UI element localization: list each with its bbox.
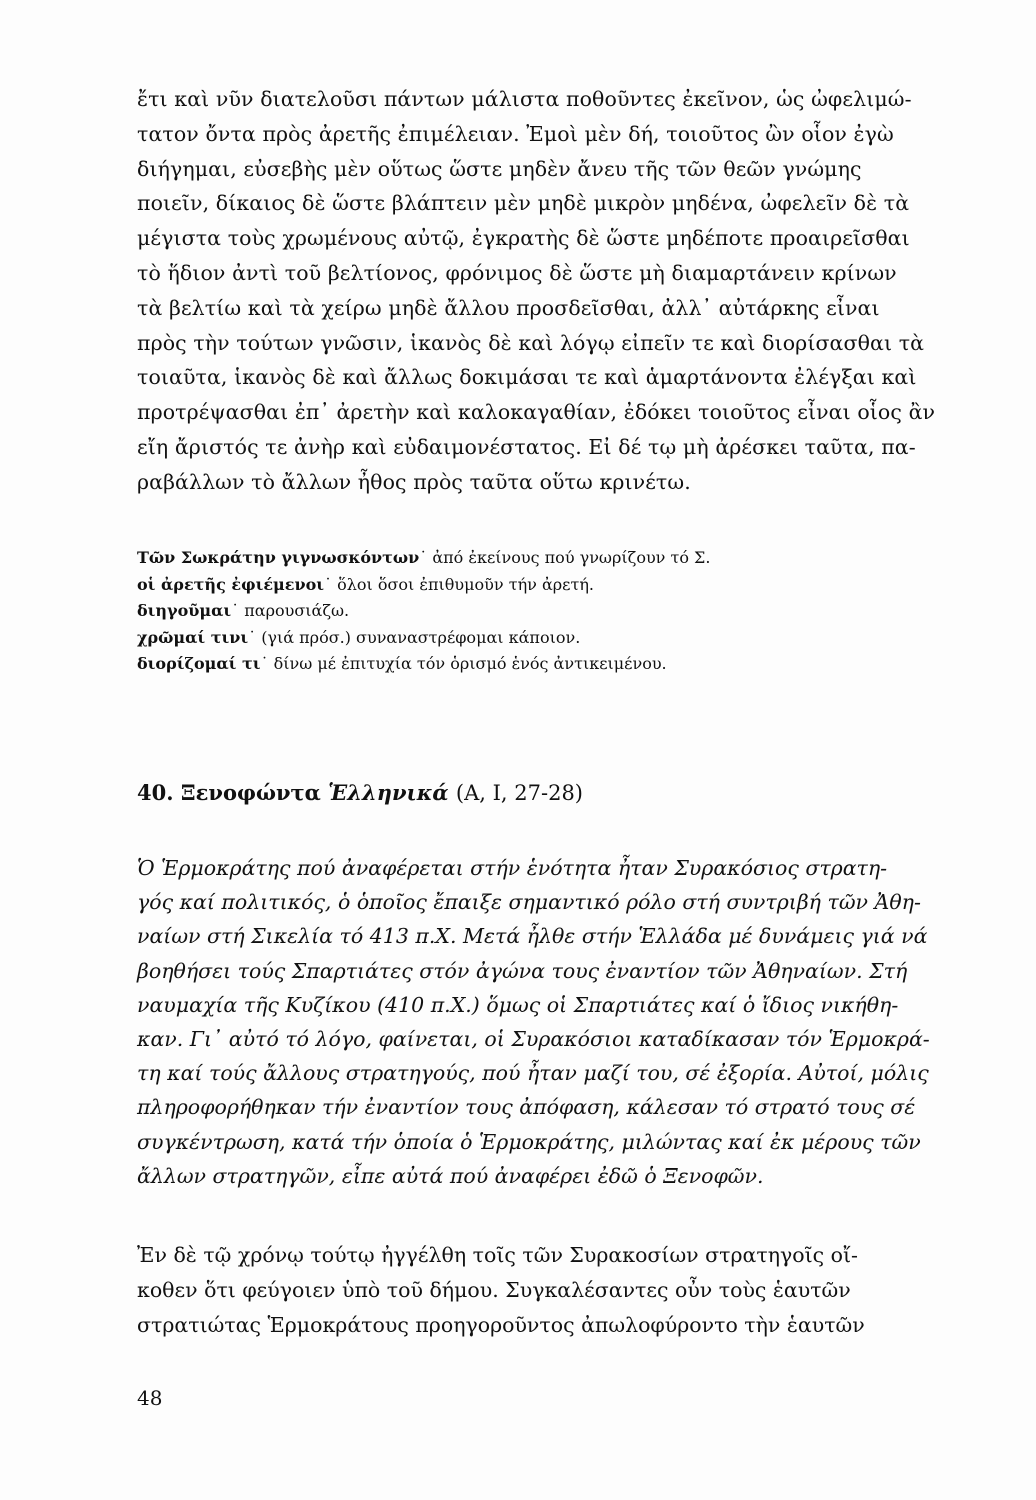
text-line: τοιαῦτα, ἱκανὸς δὲ καὶ ἄλλως δοκιμάσαι τε καὶ ἁμαρτάνοντα ἐλέγξαι καὶ: [137, 365, 917, 390]
introduction-paragraph: [137, 851, 967, 1193]
vocabulary-glossary: [137, 545, 967, 678]
text-line: συγκέντρωση, κατά τήν ὁποία ὁ Ἑρμοκράτης, μιλώντας καί ἐκ μέρους τῶν: [137, 1129, 921, 1154]
glossary-entry: [137, 651, 967, 678]
section-work-title: Ἑλληνικά: [328, 780, 449, 805]
text-line: στρατιώτας Ἑρμοκράτους προηγοροῦντος ἀπωλοφύροντο τὴν ἑαυτῶν: [137, 1313, 865, 1337]
section-author: Ξενοφώντα: [180, 780, 321, 805]
glossary-term: Τῶν Σωκράτην γιγνωσκόντων: [137, 548, 420, 567]
text-line: ναίων στή Σικελία τό 413 π.Χ. Μετά ἦλθε στήν Ἑλλάδα μέ δυνάμεις γιά νά: [137, 924, 928, 949]
glossary-entry: [137, 598, 967, 625]
glossary-definition: δίνω μέ ἐπιτυχία τόν ὁρισμό ἑνός ἀντικειμένου.: [273, 654, 667, 673]
glossary-separator: ˙: [248, 627, 257, 647]
xenophon-excerpt: [137, 1238, 967, 1343]
text-line: ἄλλων στρατηγῶν, εἶπε αὐτά πού ἀναφέρει ἐδῶ ὁ Ξενοφῶν.: [137, 1163, 764, 1188]
text-line: τὰ βελτίω καὶ τὰ χείρω μηδὲ ἄλλου προσδεῖσθαι, ἀλλ᾽ αὐτάρκης εἶναι: [137, 295, 880, 320]
text-line: ναυμαχία τῆς Κυζίκου (410 π.Χ.) ὅμως οἱ Σπαρτιάτες καί ὁ ἴδιος νικήθη-: [137, 992, 899, 1017]
text-line: ραβάλλων τὸ ἄλλων ἦθος πρὸς ταῦτα οὕτω κρινέτω.: [137, 469, 691, 494]
section-number: 40.: [137, 780, 174, 805]
section-heading: [137, 780, 967, 805]
text-line: προτρέψασθαι ἐπ᾽ ἀρετὴν καὶ καλοκαγαθίαν, ἐδόκει τοιοῦτος εἶναι οἷος ἂν: [137, 400, 936, 425]
text-line: διήγημαι, εὐσεβὴς μὲν οὕτως ὥστε μηδὲν ἄνευ τῆς τῶν θεῶν γνώμης: [137, 156, 862, 181]
glossary-definition: ὅλοι ὅσοι ἐπιθυμοῦν τήν ἀρετή.: [337, 574, 594, 594]
text-line: βοηθήσει τούς Σπαρτιάτες στόν ἀγώνα τους ἐναντίον τῶν Ἀθηναίων. Στή: [137, 958, 908, 983]
text-line: κοθεν ὅτι φεύγοιεν ὑπὸ τοῦ δήμου. Συγκαλέσαντες οὖν τοὺς ἑαυτῶν: [137, 1278, 851, 1302]
text-line: τη καί τούς ἄλλους στρατηγούς, πού ἦταν μαζί του, σέ ἐξορία. Αὐτοί, μόλις: [137, 1061, 929, 1086]
text-line: καν. Γι᾽ αὐτό τό λόγο, φαίνεται, οἱ Συρακόσιοι καταδίκασαν τόν Ἑρμοκρά-: [137, 1027, 930, 1052]
text-line: τὸ ἥδιον ἀντὶ τοῦ βελτίονος, φρόνιμος δὲ ὥστε μὴ διαμαρτάνειν κρίνων: [137, 260, 897, 285]
text-line: μέγιστα τοὺς χρωμένους αὐτῷ, ἐγκρατὴς δὲ ὥστε μηδέποτε προαιρεῖσθαι: [137, 226, 910, 251]
glossary-entry: [137, 572, 967, 599]
text-line: ποιεῖν, δίκαιος δὲ ὥστε βλάπτειν μὲν μηδὲ μικρὸν μηδένα, ὠφελεῖν δὲ τὰ: [137, 191, 910, 216]
ancient-greek-passage: [137, 82, 967, 500]
glossary-term: διηγοῦμαι: [137, 601, 232, 620]
text-line: γός καί πολιτικός, ὁ ὁποῖος ἔπαιξε σημαντικό ρόλο στή συντριβή τῶν Ἀθη-: [137, 890, 921, 915]
glossary-term: οἱ ἀρετῆς ἐφιέμενοι: [137, 574, 324, 594]
glossary-separator: ˙: [260, 654, 269, 673]
glossary-entry: [137, 545, 967, 572]
page-number: 48: [137, 1386, 163, 1410]
text-line: πληροφορήθηκαν τήν ἐναντίον τους ἀπόφαση, κάλεσαν τό στρατό τους σέ: [137, 1095, 916, 1120]
glossary-term: χρῶμαί τινι: [137, 627, 249, 647]
text-line: τατον ὄντα πρὸς ἀρετῆς ἐπιμέλειαν. Ἐμοὶ μὲν δή, τοιοῦτος ὢν οἷον ἐγὼ: [137, 121, 894, 146]
text-line: Ἐν δὲ τῷ χρόνῳ τούτῳ ἠγγέλθη τοῖς τῶν Συρακοσίων στρατηγοῖς οἴ-: [137, 1243, 858, 1267]
text-line: πρὸς τὴν τούτων γνῶσιν, ἱκανὸς δὲ καὶ λόγῳ εἰπεῖν τε καὶ διορίσασθαι τὰ: [137, 330, 925, 355]
glossary-definition: (γιά πρόσ.) συναναστρέφομαι κάποιον.: [261, 627, 581, 647]
text-line: Ὁ Ἑρμοκράτης πού ἀναφέρεται στήν ἑνότητα ἦταν Συρακόσιος στρατη-: [137, 856, 888, 880]
text-line: ἔτι καὶ νῦν διατελοῦσι πάντων μάλιστα ποθοῦντες ἐκεῖνον, ὡς ὠφελιμώ-: [137, 87, 912, 111]
glossary-separator: ˙: [324, 574, 332, 594]
glossary-separator: ˙: [231, 601, 240, 620]
glossary-definition: ἀπό ἐκείνους πού γνωρίζουν τό Σ.: [432, 548, 711, 567]
glossary-term: διορίζομαί τι: [137, 654, 261, 673]
section-reference: (Α, Ι, 27-28): [455, 781, 583, 805]
text-line: εἴη ἄριστός τε ἀνὴρ καὶ εὐδαιμονέστατος. Εἰ δέ τῳ μὴ ἀρέσκει ταῦτα, πα-: [137, 434, 916, 459]
glossary-separator: ˙: [419, 548, 428, 567]
glossary-entry: [137, 625, 967, 652]
glossary-definition: παρουσιάζω.: [244, 601, 350, 620]
